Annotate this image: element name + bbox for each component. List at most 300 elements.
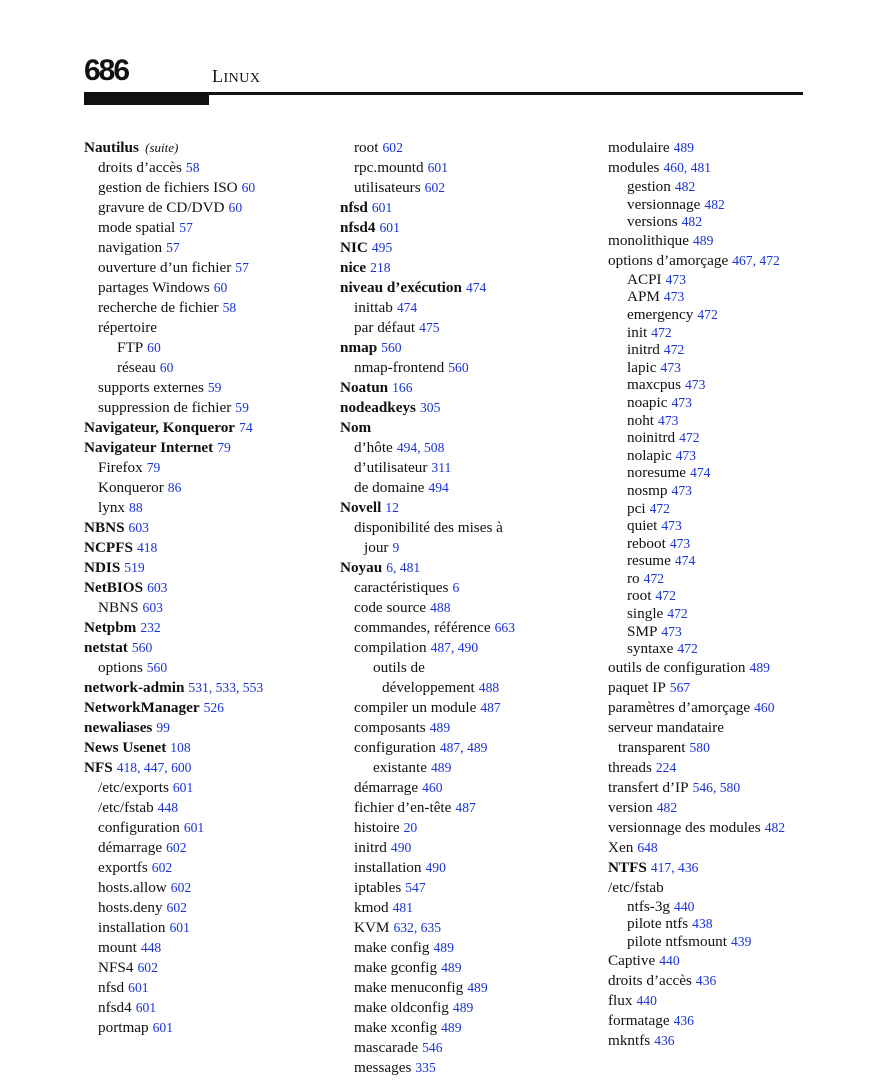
page-reference-link[interactable]: 436 [695, 972, 717, 988]
page-reference-link[interactable]: 460, 481 [663, 160, 712, 175]
page-reference-link[interactable]: 487 [480, 700, 501, 715]
page-reference-link[interactable]: 473 [685, 377, 706, 393]
page-reference-link[interactable]: 489 [429, 720, 451, 735]
index-entry [84, 758, 334, 778]
page-reference-link[interactable]: 603 [147, 580, 168, 595]
index-entry [340, 218, 592, 238]
running-head-rest: INUX [223, 71, 261, 86]
page-reference-link[interactable]: 602 [166, 840, 187, 855]
entry-term: installation [354, 859, 422, 876]
index-subentry [608, 288, 808, 306]
page-reference-link[interactable]: 305 [419, 400, 441, 415]
entry-term: nosmp [627, 481, 668, 499]
page-reference-link[interactable]: 601 [172, 780, 194, 795]
index-subentry [340, 1038, 592, 1058]
entry-term: par défaut [354, 319, 416, 336]
index-subentry [84, 798, 334, 818]
page-reference-link[interactable]: 74 [239, 420, 253, 435]
page-reference-link[interactable]: 474 [396, 300, 418, 315]
entry-term: nfsd [98, 979, 125, 996]
page-reference-link[interactable]: 436 [673, 1012, 694, 1028]
entry-term: Noatun [340, 379, 389, 396]
page-reference-link[interactable]: 531, 533, 553 [188, 680, 264, 695]
page-reference-link[interactable]: 218 [370, 260, 391, 275]
page-reference-link[interactable]: 86 [167, 480, 182, 495]
entry-term: versions [627, 213, 678, 231]
entry-term: Noyau [340, 559, 383, 576]
entry-term: NBNS [98, 599, 139, 616]
index-subentry [608, 605, 808, 623]
page-reference-link[interactable]: 487 [455, 800, 476, 815]
page-reference-link[interactable]: 473 [663, 289, 685, 305]
entry-term: NDIS [84, 559, 121, 576]
page-reference-link[interactable]: 601 [183, 820, 205, 835]
index-subentry [340, 858, 592, 878]
entry-term: News Usenet [84, 739, 167, 756]
page-reference-link[interactable]: 602 [166, 900, 187, 915]
entry-term: KVM [354, 919, 390, 936]
page-reference-link[interactable]: 473 [671, 482, 692, 498]
index-subentry [608, 447, 808, 465]
entry-term: Novell [340, 499, 382, 516]
page-reference-link[interactable]: 560 [381, 340, 402, 355]
page-reference-link[interactable]: 603 [142, 600, 163, 615]
page-reference-link[interactable]: 311 [431, 460, 452, 475]
entry-term: nodeadkeys [340, 399, 416, 416]
page-reference-link[interactable]: 335 [415, 1060, 436, 1075]
index-subentry [84, 838, 334, 858]
index-entry [84, 538, 334, 558]
page-reference-link[interactable]: 224 [655, 759, 677, 775]
index-subentry [84, 898, 334, 918]
entry-term: supports externes [98, 379, 204, 396]
entry-term: gravure de CD/DVD [98, 199, 225, 216]
index-subentry [608, 570, 808, 588]
entry-term: développement [382, 679, 475, 696]
entry-term: formatage [608, 1011, 670, 1029]
page-reference-link[interactable]: 489 [673, 140, 694, 155]
entry-term: initrd [354, 839, 387, 856]
index-subentry [84, 958, 334, 978]
entry-term: versionnage [627, 195, 701, 213]
page-reference-link[interactable]: 108 [170, 740, 191, 755]
page-reference-link[interactable]: 448 [157, 800, 179, 815]
page-reference-link[interactable]: 602 [151, 860, 173, 875]
page-reference-link[interactable]: 489 [433, 940, 454, 955]
entry-term: noapic [627, 393, 668, 411]
index-subentry [608, 341, 808, 359]
page-reference-link[interactable]: 602 [137, 960, 158, 975]
index-column-1 [84, 138, 334, 1038]
page-reference-link[interactable]: 482 [704, 196, 725, 212]
index-subentry [340, 758, 592, 778]
entry-term: maxcpus [627, 376, 681, 394]
index-subentry [84, 598, 334, 618]
entry-term: compilation [354, 639, 427, 656]
page-reference-link[interactable]: 472 [697, 306, 718, 322]
page-reference-link[interactable]: 59 [235, 400, 249, 415]
page-reference-link[interactable]: 6 [452, 580, 460, 595]
page-reference-link[interactable]: 489 [430, 760, 452, 775]
page-reference-link[interactable]: 57 [179, 220, 193, 235]
entry-term: mount [98, 939, 137, 956]
index-entry [340, 338, 592, 358]
index-subentry [340, 838, 592, 858]
entry-term: monolithique [608, 231, 689, 249]
page-reference-link[interactable]: 6, 481 [386, 560, 421, 575]
entry-term: droits d’accès [98, 159, 182, 176]
entry-term: ro [627, 569, 640, 587]
index-subentry [340, 578, 592, 598]
page-reference-link[interactable]: 60 [241, 180, 256, 195]
page-reference-link[interactable]: 60 [228, 200, 243, 215]
index-subentry [340, 778, 592, 798]
index-column-3 [608, 138, 808, 1051]
entry-term: APM [627, 288, 660, 306]
page-reference-link[interactable]: 473 [660, 359, 681, 375]
page-reference-link[interactable]: 489 [452, 1000, 474, 1015]
page-reference-link[interactable]: 436 [654, 1032, 675, 1048]
index-subentry [340, 158, 592, 178]
page-reference-link[interactable]: 494 [428, 480, 449, 495]
page-reference-link[interactable]: 474 [465, 280, 487, 295]
entry-term: gestion de fichiers ISO [98, 179, 238, 196]
page-reference-link[interactable]: 99 [156, 720, 170, 735]
page-reference-link[interactable]: 472 [651, 324, 672, 340]
entry-term: d’hôte [354, 439, 393, 456]
page-reference-link[interactable]: 440 [674, 898, 695, 914]
page-reference-link[interactable]: 448 [140, 940, 162, 955]
page-reference-link[interactable]: 489 [749, 659, 770, 675]
page-reference-link[interactable]: 418 [136, 540, 158, 555]
index-subentry [608, 758, 808, 778]
page-reference-link[interactable]: 460 [422, 780, 443, 795]
page-reference-link[interactable]: 526 [203, 700, 224, 715]
entry-term: Navigateur Internet [84, 439, 214, 456]
index-subentry [608, 517, 808, 535]
entry-term: fichier d’en-tête [354, 799, 452, 816]
entry-term: recherche de fichier [98, 299, 219, 316]
index-subentry [340, 518, 592, 538]
page-reference-link[interactable]: 472 [679, 430, 700, 446]
page-reference-link[interactable]: 460 [754, 699, 775, 715]
entry-term: portmap [98, 1019, 149, 1036]
page-reference-link[interactable]: 494, 508 [396, 440, 445, 455]
entry-term: /etc/exports [98, 779, 169, 796]
page-reference-link[interactable]: 475 [419, 320, 440, 335]
entry-term: ouverture d’un fichier [98, 259, 232, 276]
index-subentry [340, 798, 592, 818]
page-number: 686 [84, 54, 129, 87]
index-entry [608, 858, 808, 878]
index-subentry [608, 359, 808, 377]
index-entry [84, 638, 334, 658]
entry-term: NFS [84, 759, 113, 776]
index-subentry [84, 498, 334, 518]
page-reference-link[interactable]: 602 [424, 180, 446, 195]
index-subentry [84, 478, 334, 498]
page-reference-link[interactable]: 472 [655, 588, 676, 604]
page-reference-link[interactable]: 489 [441, 1020, 462, 1035]
entry-term: NTFS [608, 858, 647, 876]
page-reference-link[interactable]: 472 [643, 570, 665, 586]
page-reference-link[interactable]: 663 [494, 620, 515, 635]
page-reference-link[interactable]: 9 [392, 540, 400, 555]
page-reference-link[interactable]: 473 [661, 623, 682, 639]
index-subentry [84, 938, 334, 958]
entry-term: quiet [627, 517, 658, 535]
entry-term: partages Windows [98, 279, 210, 296]
page-reference-link[interactable]: 472 [649, 500, 670, 516]
entry-term: /etc/fstab [608, 878, 664, 896]
page-reference-link[interactable]: 58 [185, 160, 200, 175]
page-reference-link[interactable]: 472 [663, 342, 685, 358]
index-subentry [608, 306, 808, 324]
entry-term: mkntfs [608, 1031, 651, 1049]
page-reference-link[interactable]: 474 [674, 553, 696, 569]
index-subentry [608, 678, 808, 698]
index-entry [84, 418, 334, 438]
entry-term: existante [373, 759, 427, 776]
index-subentry [340, 738, 592, 758]
page-reference-link[interactable]: 602 [170, 880, 192, 895]
page-reference-link[interactable]: 601 [135, 1000, 157, 1015]
index-subentry [84, 278, 334, 298]
index-subentry [608, 464, 808, 482]
entry-term: versionnage des modules [608, 818, 761, 836]
page-reference-link[interactable]: 519 [124, 560, 145, 575]
page-reference-link[interactable]: 59 [207, 380, 222, 395]
page-reference-link[interactable]: 487, 489 [439, 740, 488, 755]
entry-term: rpc.mountd [354, 159, 424, 176]
index-entry [84, 518, 334, 538]
entry-term: network-admin [84, 679, 185, 696]
entry-term: pilote ntfsmount [627, 933, 727, 951]
page-reference-link[interactable]: 490 [390, 840, 412, 855]
page-reference-link[interactable]: 57 [235, 260, 249, 275]
page-reference-link[interactable]: 438 [692, 916, 713, 932]
page-reference-link[interactable]: 440 [659, 952, 680, 968]
index-subentry [608, 376, 808, 394]
page-reference-link[interactable]: 489 [441, 960, 462, 975]
page-reference-link[interactable]: 601 [427, 160, 448, 175]
index-subentry [340, 658, 592, 678]
entry-term: version [608, 798, 653, 816]
index-entry [340, 198, 592, 218]
page-reference-link[interactable]: 473 [658, 412, 679, 428]
page-reference-link[interactable]: 481 [392, 900, 413, 915]
entry-term: démarrage [98, 839, 163, 856]
index-subentry [340, 178, 592, 198]
entry-term: iptables [354, 879, 402, 896]
entry-term: histoire [354, 819, 400, 836]
index-subentry [84, 358, 334, 378]
page-reference-link[interactable]: 417, 436 [650, 859, 699, 875]
index-subentry [340, 898, 592, 918]
index-entry [84, 578, 334, 598]
entry-term: exportfs [98, 859, 148, 876]
entry-term: compiler un module [354, 699, 477, 716]
entry-term: mascarade [354, 1039, 419, 1056]
entry-term: options d’amorçage [608, 251, 729, 269]
entry-term: newaliases [84, 719, 153, 736]
index-subentry [608, 738, 808, 758]
page-reference-link[interactable]: 12 [385, 500, 399, 515]
page-reference-link[interactable]: 648 [637, 839, 658, 855]
index-subentry [340, 978, 592, 998]
page-reference-link[interactable]: 601 [152, 1020, 174, 1035]
index-column-2 [340, 138, 592, 1078]
entry-term: niveau d’exécution [340, 279, 462, 296]
entry-term: paramètres d’amorçage [608, 698, 751, 716]
entry-term: nmap-frontend [354, 359, 445, 376]
page-reference-link[interactable]: 473 [661, 518, 682, 534]
page-reference-link[interactable]: 487, 490 [430, 640, 479, 655]
page-reference-link[interactable]: 79 [217, 440, 231, 455]
page-reference-link[interactable]: 482 [656, 799, 678, 815]
page-reference-link[interactable]: 88 [129, 500, 143, 515]
index-subentry [608, 898, 808, 916]
index-entry [340, 398, 592, 418]
page-reference-link[interactable]: 560 [131, 640, 153, 655]
entry-term: flux [608, 991, 633, 1009]
index-subentry [340, 318, 592, 338]
page-reference-link[interactable]: 546, 580 [692, 779, 741, 795]
index-subentry [340, 698, 592, 718]
page-reference-link[interactable]: 632, 635 [393, 920, 442, 935]
page-reference-link[interactable]: 473 [671, 394, 692, 410]
index-subentry [608, 394, 808, 412]
entry-term: code source [354, 599, 427, 616]
index-subentry [608, 271, 808, 289]
page-reference-link[interactable]: 472 [677, 641, 698, 657]
entry-term: lynx [98, 499, 126, 516]
entry-term: SMP [627, 622, 658, 640]
index-subentry [84, 458, 334, 478]
page-reference-link[interactable]: 601 [169, 920, 190, 935]
index-subentry [340, 938, 592, 958]
index-subentry [608, 698, 808, 718]
page-reference-link[interactable]: 60 [159, 360, 174, 375]
index-subentry [608, 933, 808, 951]
page-reference-link[interactable]: 547 [405, 880, 426, 895]
page-reference-link[interactable]: 489 [693, 232, 714, 248]
page-reference-link[interactable]: 602 [382, 140, 403, 155]
page-reference-link[interactable]: 474 [690, 465, 711, 481]
entry-term: hosts.allow [98, 879, 167, 896]
index-subentry [84, 238, 334, 258]
page-reference-link[interactable]: 20 [403, 820, 418, 835]
entry-term: NetworkManager [84, 699, 200, 716]
page-reference-link[interactable]: 467, 472 [732, 252, 780, 268]
running-head [212, 66, 261, 87]
page-reference-link[interactable]: 482 [681, 214, 703, 230]
page-reference-link[interactable]: 495 [371, 240, 393, 255]
index-subentry [84, 338, 334, 358]
index-subentry [84, 178, 334, 198]
entry-term: nice [340, 259, 367, 276]
page-reference-link[interactable]: 601 [371, 200, 393, 215]
page-reference-link[interactable]: 440 [636, 992, 657, 1008]
page-reference-link[interactable]: 567 [669, 679, 691, 695]
entry-term: suppression de fichier [98, 399, 232, 416]
page-reference-link[interactable]: 489 [467, 980, 488, 995]
index-subentry [608, 1031, 808, 1051]
page-reference-link[interactable]: 472 [667, 606, 688, 622]
index-subentry [608, 623, 808, 641]
page-reference-link[interactable]: 232 [140, 620, 161, 635]
running-head-initial: L [212, 66, 224, 86]
entry-term: modules [608, 159, 660, 176]
entry-term: make menuconfig [354, 979, 464, 996]
entry-term: noht [627, 411, 655, 429]
page-reference-link[interactable]: 601 [128, 980, 149, 995]
index-subentry [84, 778, 334, 798]
index-subentry [340, 438, 592, 458]
page-reference-link[interactable]: 482 [764, 819, 786, 835]
page-reference-link[interactable]: 601 [379, 220, 400, 235]
index-entry [84, 618, 334, 638]
page-reference-link[interactable]: 79 [146, 460, 161, 475]
index-subentry [340, 618, 592, 638]
index-subentry [340, 458, 592, 478]
page-reference-link[interactable]: 166 [392, 380, 413, 395]
page-reference-link[interactable]: 57 [166, 240, 180, 255]
entry-term: démarrage [354, 779, 419, 796]
index-subentry [84, 858, 334, 878]
entry-term: messages [354, 1059, 412, 1076]
entry-term: noinitrd [627, 429, 676, 447]
entry-term: ntfs-3g [627, 897, 671, 915]
page-reference-link[interactable]: 488 [478, 680, 500, 695]
page-reference-link[interactable]: 418, 447, 600 [116, 760, 192, 775]
index-subentry [608, 196, 808, 214]
page-reference-link[interactable]: 60 [147, 340, 161, 355]
page-reference-link[interactable]: 60 [213, 280, 228, 295]
page-reference-link[interactable]: 488 [430, 600, 451, 615]
index-subentry [608, 231, 808, 251]
page-reference-link[interactable]: 473 [669, 535, 691, 551]
index-subentry [340, 818, 592, 838]
page-reference-link[interactable]: 560 [448, 360, 469, 375]
page-reference-link[interactable]: 482 [674, 179, 696, 194]
page-reference-link[interactable]: 473 [665, 271, 686, 287]
entry-term: emergency [627, 305, 694, 323]
index-entry [340, 378, 592, 398]
page-reference-link[interactable]: 58 [222, 300, 237, 315]
index-subentry [608, 1011, 808, 1031]
page-reference-link[interactable]: 473 [675, 447, 697, 463]
index-subentry [608, 324, 808, 342]
entry-term: Captive [608, 951, 656, 969]
index-subentry [84, 318, 334, 338]
index-entry [84, 698, 334, 718]
entry-term: threads [608, 758, 652, 776]
page-reference-link[interactable]: 490 [425, 860, 446, 875]
page-reference-link[interactable]: 546 [422, 1040, 443, 1055]
index-subentry [608, 412, 808, 430]
page-reference-link[interactable]: 603 [128, 520, 149, 535]
page-reference-link[interactable]: 439 [730, 934, 752, 950]
entry-term: make xconfig [354, 1019, 438, 1036]
page-reference-link[interactable]: 560 [146, 660, 168, 675]
index-subentry [608, 251, 808, 271]
entry-term: droits d’accès [608, 971, 692, 989]
index-subentry [608, 587, 808, 605]
entry-term: kmod [354, 899, 389, 916]
entry-term: d’utilisateur [354, 459, 428, 476]
page-reference-link[interactable]: 580 [689, 739, 710, 755]
